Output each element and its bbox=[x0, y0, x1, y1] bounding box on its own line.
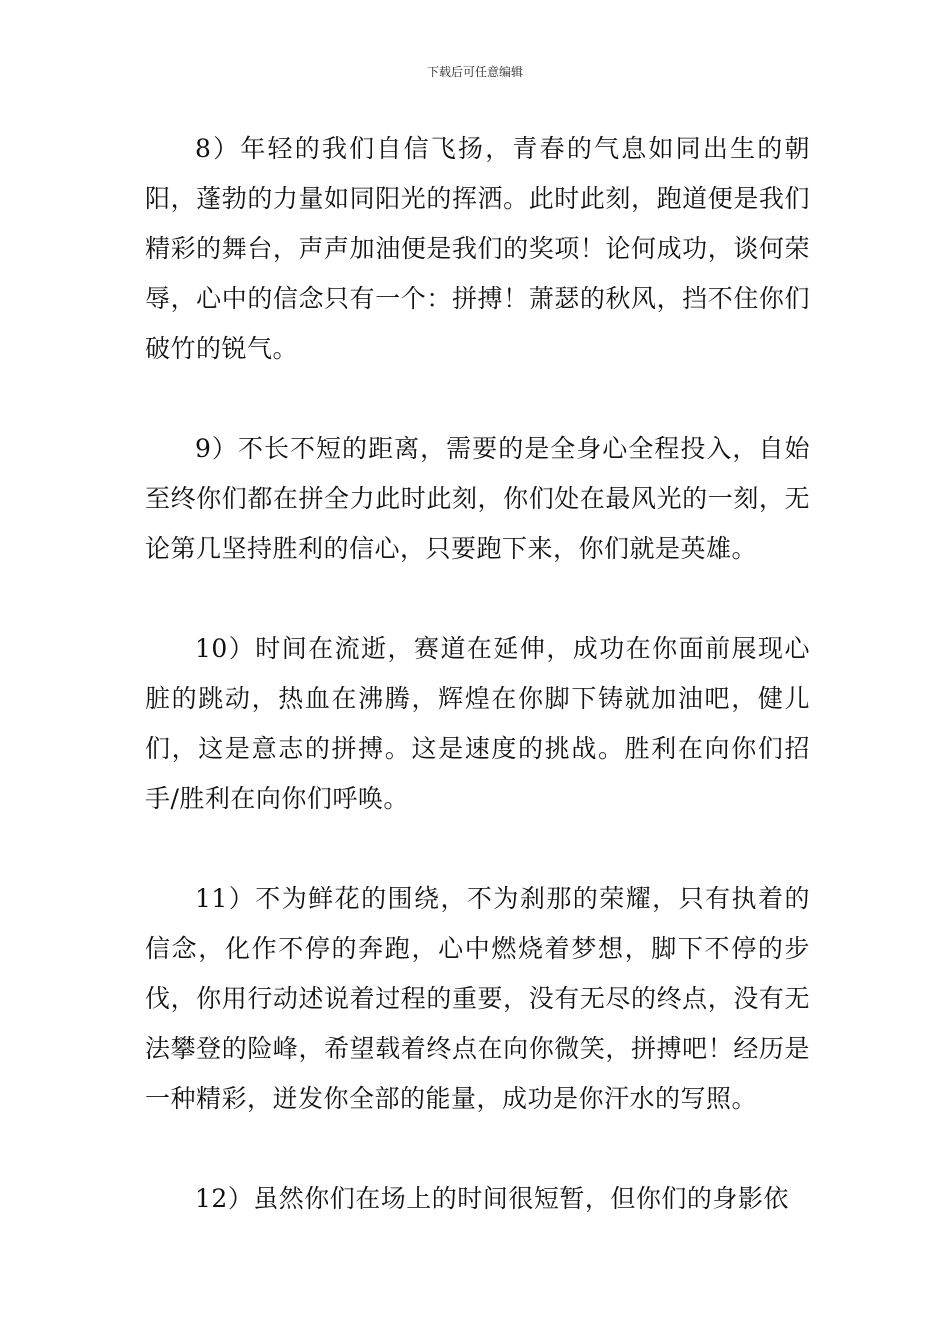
page-header: 下载后可任意编辑 bbox=[426, 65, 523, 79]
paragraph-gap bbox=[145, 1124, 810, 1174]
paragraph-10: 10）时间在流逝，赛道在延伸，成功在你面前展现心脏的跳动，热血在沸腾，辉煌在你脚下铸就加油吧，健儿们，这是意志的拼搏。这是速度的挑战。胜利在向你们招手/胜利在向你们呼唤。 bbox=[145, 634, 810, 813]
paragraph-12: 12）虽然你们在场上的时间很短暂，但你们的身影依 bbox=[195, 1184, 789, 1213]
paragraph-gap bbox=[145, 374, 810, 424]
paragraph-gap bbox=[145, 574, 810, 624]
paragraph-9: 9）不长不短的距离，需要的是全身心全程投入，自始至终你们都在拼全力此时此刻，你们处在最风光的一刻，无论第几坚持胜利的信心，只要跑下来，你们就是英雄。 bbox=[145, 434, 810, 563]
paragraph-gap bbox=[145, 824, 810, 874]
paragraph-8: 8）年轻的我们自信飞扬，青春的气息如同出生的朝阳，蓬勃的力量如同阳光的挥洒。此时此刻，跑道便是我们精彩的舞台，声声加油便是我们的奖项！论何成功，谈何荣辱，心中的信念只有一个：拼搏！萧瑟的秋风，挡不住你们破竹的锐气。 bbox=[145, 134, 810, 363]
paragraph-11: 11）不为鲜花的围绕，不为刹那的荣耀，只有执着的信念，化作不停的奔跑，心中燃烧着梦想，脚下不停的步伐，你用行动述说着过程的重要，没有无尽的终点，没有无法攀登的险峰，希望载着终点在向你微笑，拼搏吧！经历是一种精彩，迸发你全部的能量，成功是你汗水的写照。 bbox=[145, 884, 810, 1113]
document-body bbox=[145, 124, 810, 1224]
